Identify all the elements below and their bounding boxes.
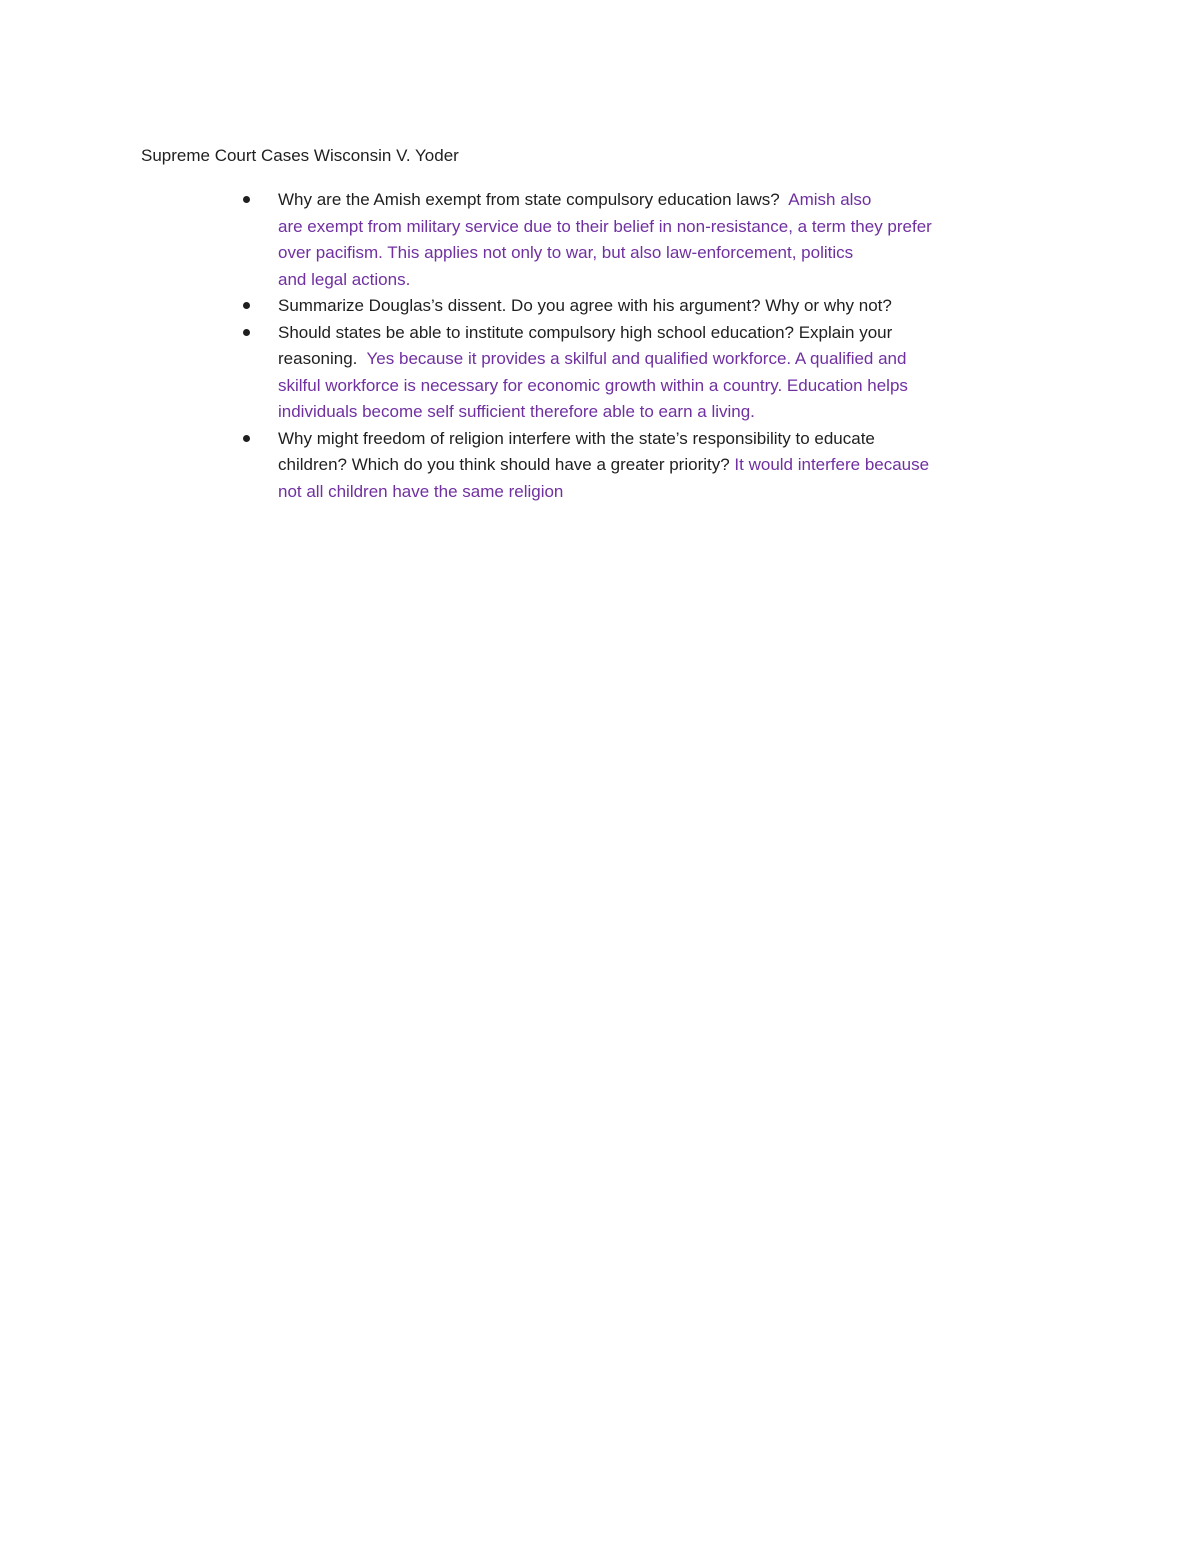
answer-text: and legal actions. [278,269,411,289]
question-item [278,426,1068,506]
text-line [278,399,1068,426]
text-line [278,346,1068,373]
text-line [278,267,1068,294]
question-item [278,320,1068,426]
bullet-icon [243,196,250,203]
text-line [278,320,1068,347]
answer-text: are exempt from military service due to their belief in non-resistance, a term they prefer [278,216,932,236]
text-line [278,452,1068,479]
answer-text: over pacifism. This applies not only to war, but also law-enforcement, politics [278,243,854,262]
question-text: reasoning. [278,349,367,368]
text-line [278,426,1068,453]
question-list [278,187,1068,505]
answer-text: Amish also [788,190,872,209]
answer-text: Yes because it provides a skilful and qualified workforce. A qualified and [366,349,907,368]
question-text: Why are the Amish exempt from state compulsory education laws? [278,190,789,209]
answer-text: individuals become self sufficient therefore able to earn a living. [278,402,755,421]
question-text: Summarize Douglas’s dissent. Do you agree with his argument? Why or why not? [278,296,892,315]
text-line [278,214,1068,241]
text-line [278,479,1068,506]
bullet-icon [243,302,250,309]
text-line [278,187,1068,214]
question-text: children? Which do you think should have a greater priority? [278,455,735,474]
question-item [278,293,1068,320]
answer-text: skilful workforce is necessary for economic growth within a country. Education helps [278,375,908,395]
text-line [278,240,1068,267]
text-line [278,293,1068,320]
document-title: Supreme Court Cases Wisconsin V. Yoder [141,146,459,165]
text-line [278,373,1068,400]
bullet-icon [243,435,250,442]
question-text: Should states be able to institute compulsory high school education? Explain your [278,322,893,342]
bullet-icon [243,329,250,336]
question-text: Why might freedom of religion interfere with the state’s responsibility to educate [278,428,875,448]
answer-text: It would interfere because [734,455,930,474]
question-item [278,187,1068,293]
answer-text: not all children have the same religion [278,481,564,501]
